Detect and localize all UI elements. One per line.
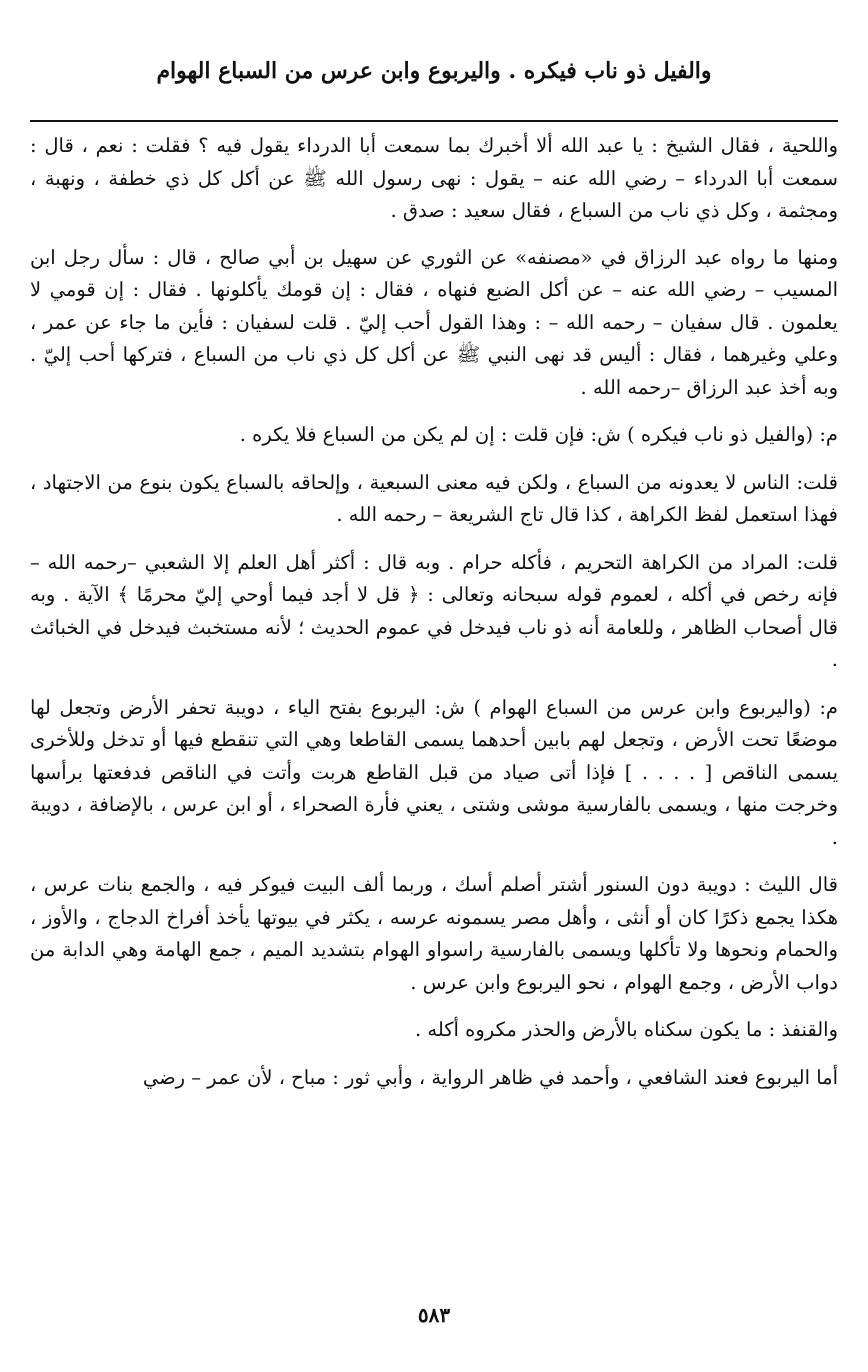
paragraph-jerboa-ruling: أما اليربوع فعند الشافعي ، وأحمد في ظاهر الرواية ، وأبي ثور : مباح ، لأن عمر – رضي <box>142 1065 838 1089</box>
body-text <box>30 130 838 1109</box>
running-header: والفيل ذو ناب فيكره . واليربوع وابن عرس من السباع الهوام <box>156 58 712 84</box>
paragraph-hedgehog: والقنفذ : ما يكون سكناه بالأرض والحذر مكروه أكله . <box>414 1018 838 1041</box>
paragraph-elephant-matn: م: (والفيل ذو ناب فيكره ) ش: فإن قلت : إن لم يكن من السباع فلا يكره . <box>239 423 838 446</box>
paragraph-elephant-reply: قلت: الناس لا يعدونه من السباع ، ولكن فيه معنى السبعية ، وإلحاقه بالسباع يكون بنوع من الاجتهاد ، فهذا استعمل لفظ الكراهة ، كذا قال تاج الشريعة – رحمه الله . <box>30 470 838 526</box>
paragraph-al-layth: قال الليث : دويبة دون السنور أشتر أصلم أسك ، وربما ألف البيت فيوكر فيه ، والجمع بنات عرس ، هكذا يجمع ذكرًا كان أو أنثى ، وأهل مصر يسمونه عرسه ، يكثر في بيوتها يأخذ أفراخ الدجاج ، والأوز ، والحمام ونحوها ولا تأكلها ويسمى بالفارسية راسواو الهوام بتشديد الميم ، جمع الهامة وهي الدابة من دواب الأرض ، وجمع الهوام ، نحو اليربوع وابن عرس . <box>30 873 838 994</box>
document-page <box>30 0 838 1372</box>
paragraph-abd-al-razzaq: ومنها ما رواه عبد الرزاق في «مصنفه» عن الثوري عن سهيل بن أبي صالح ، قال : سأل رجل ابن المسيب – رضي الله عنه – عن أكل الضبع فنهاه ، فقال : إن قومك يأكلونها . فقال : إن قومي لا يعلمون . قال سفيان – رحمه الله – : وهذا القول أحب إليّ . قلت لسفيان : فأين ما جاء عن عمر ، وعلي وغيرهما ، فقال : أليس قد نهى النبي ﷺ عن أكل كل ذي ناب من السباع ، فتركها أحب إليّ . وبه أخذ عبد الرزاق –رحمه الله . <box>30 245 838 399</box>
paragraph-elephant-prohibition: قلت: المراد من الكراهة التحريم ، فأكله حرام . وبه قال : أكثر أهل العلم إلا الشعبي –رحمه الله – فإنه رخص في أكله ، لعموم قوله سبحانه وتعالى : ﴿ قل لا أجد فيما أوحي إليّ محرمًا ﴾ الآية . وبه قال أصحاب الظاهر ، وللعامة أنه ذو ناب فيدخل في عموم الحديث ؛ لأنه مستخبث فيدخل في الخبائث . <box>30 550 838 671</box>
header-divider <box>30 120 838 122</box>
paragraph-hadith-abu-darda: واللحية ، فقال الشيخ : يا عبد الله ألا أخبرك بما سمعت أبا الدرداء يقول فيه ؟ فقلت : نعم ، قال : سمعت أبا الدرداء – رضي الله عنه – يقول : نهى رسول الله ﷺ عن أكل كل ذي خطفة ، ونهبة ، ومجثمة ، وكل ذي ناب من السباع ، فقال سعيد : صدق . <box>30 134 838 222</box>
paragraph-jerboa-matn: م: (واليربوع وابن عرس من السباع الهوام ) ش: اليربوع بفتح الياء ، دويبة تحفر الأرض وتجعل لها موضعًا تحت الأرض ، وتجعل لهم بابين أحدهما يسمى القاطعا وهي التي تنقطع فيها أو تدخل وللأخرى يسمى الناقص [ . . . . ] فإذا أتى صياد من قبل القاطع هربت وأتت في الناقص فدفعتها برأسها وخرجت منها ، ويسمى بالفارسية موشى وشتى ، يعني فأرة الصحراء ، أو ابن عرس ، بالإضافة ، دويبة . <box>30 695 838 849</box>
page-number: ٥٨٣ <box>417 1303 451 1327</box>
